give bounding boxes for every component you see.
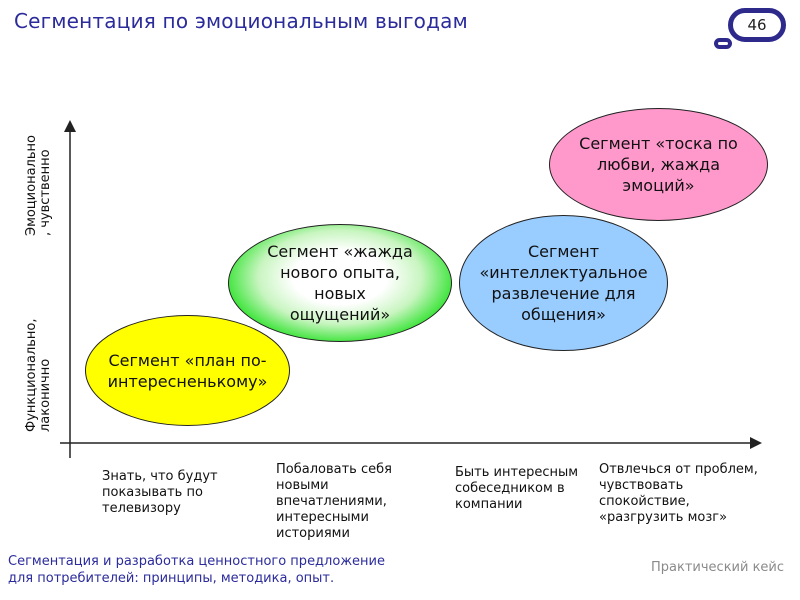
segment-ellipse-love: Сегмент «тоска по любви, жажда эмоций» xyxy=(549,108,768,221)
x-label-company: Быть интересным собеседником в компании xyxy=(455,465,579,512)
segment-ellipse-intellectual: Сегмент «интеллектуальное развлечение для общения» xyxy=(459,215,668,351)
y-axis-bottom-label: Функционально, лаконично xyxy=(24,318,53,432)
segment-ellipse-novelty: Сегмент «жажда нового опыта, новых ощущений» xyxy=(228,224,452,342)
footer-case-label: Практический кейс xyxy=(651,560,785,575)
footer-subtitle: Сегментация и разработка ценностного предложение для потребителей: принципы, методика, опыт. xyxy=(8,554,385,586)
y-axis-top-label: Эмоционально , чувственно xyxy=(24,135,53,236)
x-label-impressions: Побаловать себя новыми впечатлениями, интересными историями xyxy=(276,462,392,541)
x-label-tv: Знать, что будут показывать по телевизору xyxy=(102,469,218,516)
page-title: Сегментация по эмоциональным выгодам xyxy=(14,9,468,33)
x-label-relax: Отвлечься от проблем, чувствовать спокойствие, «разгрузить мозг» xyxy=(599,462,758,525)
segment-ellipse-plan: Сегмент «план по- интересненькому» xyxy=(85,315,290,426)
page-number: 46 xyxy=(747,16,767,34)
